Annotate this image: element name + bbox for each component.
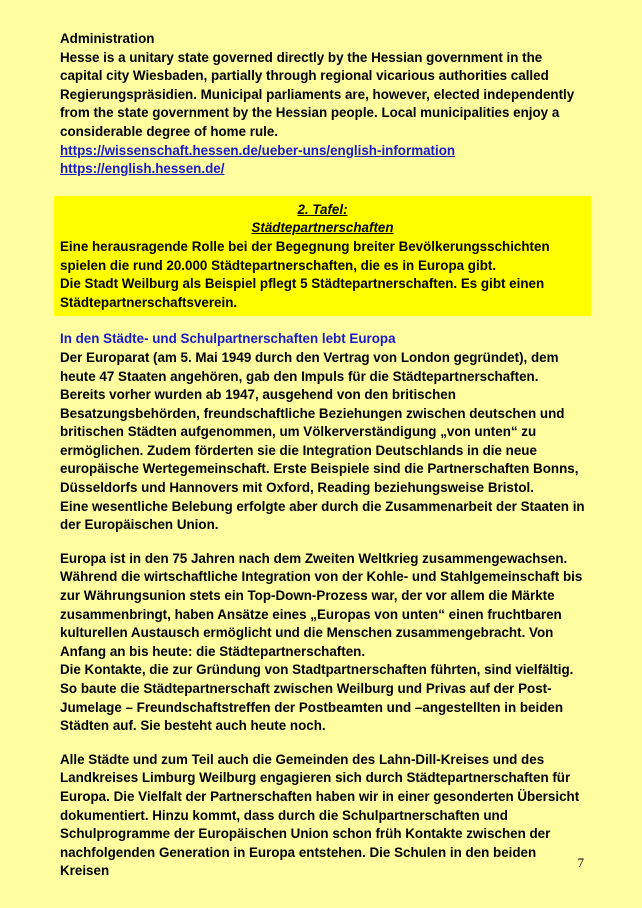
kontakte-paragraph: Die Kontakte, die zur Gründung von Stadtpartnerschaften führten, sind vielfältig. So baute die Städtepartnerschaft zwischen Weilburg und Privas auf der Post-Jumelage – Freundschaftstreffen der Postbeamten und –angestellten in beiden Städten auf. Sie besteht auch heute noch. bbox=[60, 662, 574, 734]
europa-75-jahre-paragraph: Europa ist in den 75 Jahren nach dem Zweiten Weltkrieg zusammengewachsen. Während die wirtschaftliche Integration von der Kohle- und Stahlgemeinschaft bis zur Währungsunion stets ein Top-Down-Prozess war, der vor allem die Märkte zusammenbringt, haben Ansätze eines „Europas von unten“ einen fruchtbaren kulturellen Austausch ermöglicht und die Menschen zusammengebracht. Von Anfang an bis heute: die Städtepartnerschaften. bbox=[60, 550, 583, 659]
administration-paragraph: Hesse is a unitary state governed directly by the Hessian government in the capital city Wiesbaden, partially through regional vicarious authorities called Regierungspräsidien. Municipal parliaments are, however, elected independently from the state government by the Hessian people. Local municipalities enjoy a considerable degree of home rule. bbox=[60, 49, 575, 139]
tafel-text-2: Die Stadt Weilburg als Beispiel pflegt 5 Städtepartnerschaften. Es gibt einen Städtepartnerschaftsverein. bbox=[60, 276, 545, 310]
staedte-gemeinden-paragraph: Alle Städte und zum Teil auch die Gemeinden des Lahn-Dill-Kreises und des Landkreises Limburg Weilburg engagieren sich durch Städtepartnerschaften für Europa. Die Vielfalt der Partnerschaften haben wir in einer gesonderten Übersicht dokumentiert. Hinzu kommt, dass durch die Schulpartnerschaften und Schulprogramme der Europäischen Union schon früh Kontakte zwischen der nachfolgenden Generation in Europa entstehen. Die Schulen in den beiden Kreisen bbox=[60, 751, 580, 879]
administration-heading: Administration bbox=[60, 31, 155, 46]
tafel-subtitle: Städtepartnerschaften bbox=[251, 220, 394, 236]
eu-belebung-paragraph: Eine wesentliche Belebung erfolgte aber durch die Zusammenarbeit der Staaten in der Europäischen Union. bbox=[60, 498, 585, 533]
tafel-text-1: Eine herausragende Rolle bei der Begegnung breiter Bevölkerungsschichten spielen die rund 20.000 Städtepartnerschaften, die es in Europa gibt. bbox=[60, 238, 550, 273]
tafel-title: 2. Tafel: bbox=[297, 201, 348, 217]
link-wissenschaft-hessen[interactable]: https://wissenschaft.hessen.de/ueber-uns/english-information bbox=[60, 142, 456, 158]
document-page bbox=[60, 30, 585, 881]
tafel-highlight-box bbox=[54, 196, 591, 317]
section-heading: In den Städte- und Schulpartnerschaften lebt Europa bbox=[60, 331, 396, 347]
link-english-hessen[interactable]: https://english.hessen.de/ bbox=[60, 161, 225, 177]
europarat-paragraph: Der Europarat (am 5. Mai 1949 durch den Vertrag von London gegründet), dem heute 47 Staaten angehören, gab den Impuls für die Städtepartnerschaften. Bereits vorher wurden ab 1947, ausgehend von den britischen Besatzungsbehörden, freundschaftliche Beziehungen zwischen deutschen und britischen Städten aufgenommen, um Völkerverständigung „von unten“ zu ermöglichen. Zudem förderten sie die Integration Deutschlands in die neue europäische Wertegemeinschaft. Erste Beispiele sind die Partnerschaften Bonns, Düsseldorfs und Hannovers mit Oxford, Reading beziehungsweise Bristol. bbox=[60, 349, 579, 496]
page-number: 7 bbox=[577, 855, 584, 870]
